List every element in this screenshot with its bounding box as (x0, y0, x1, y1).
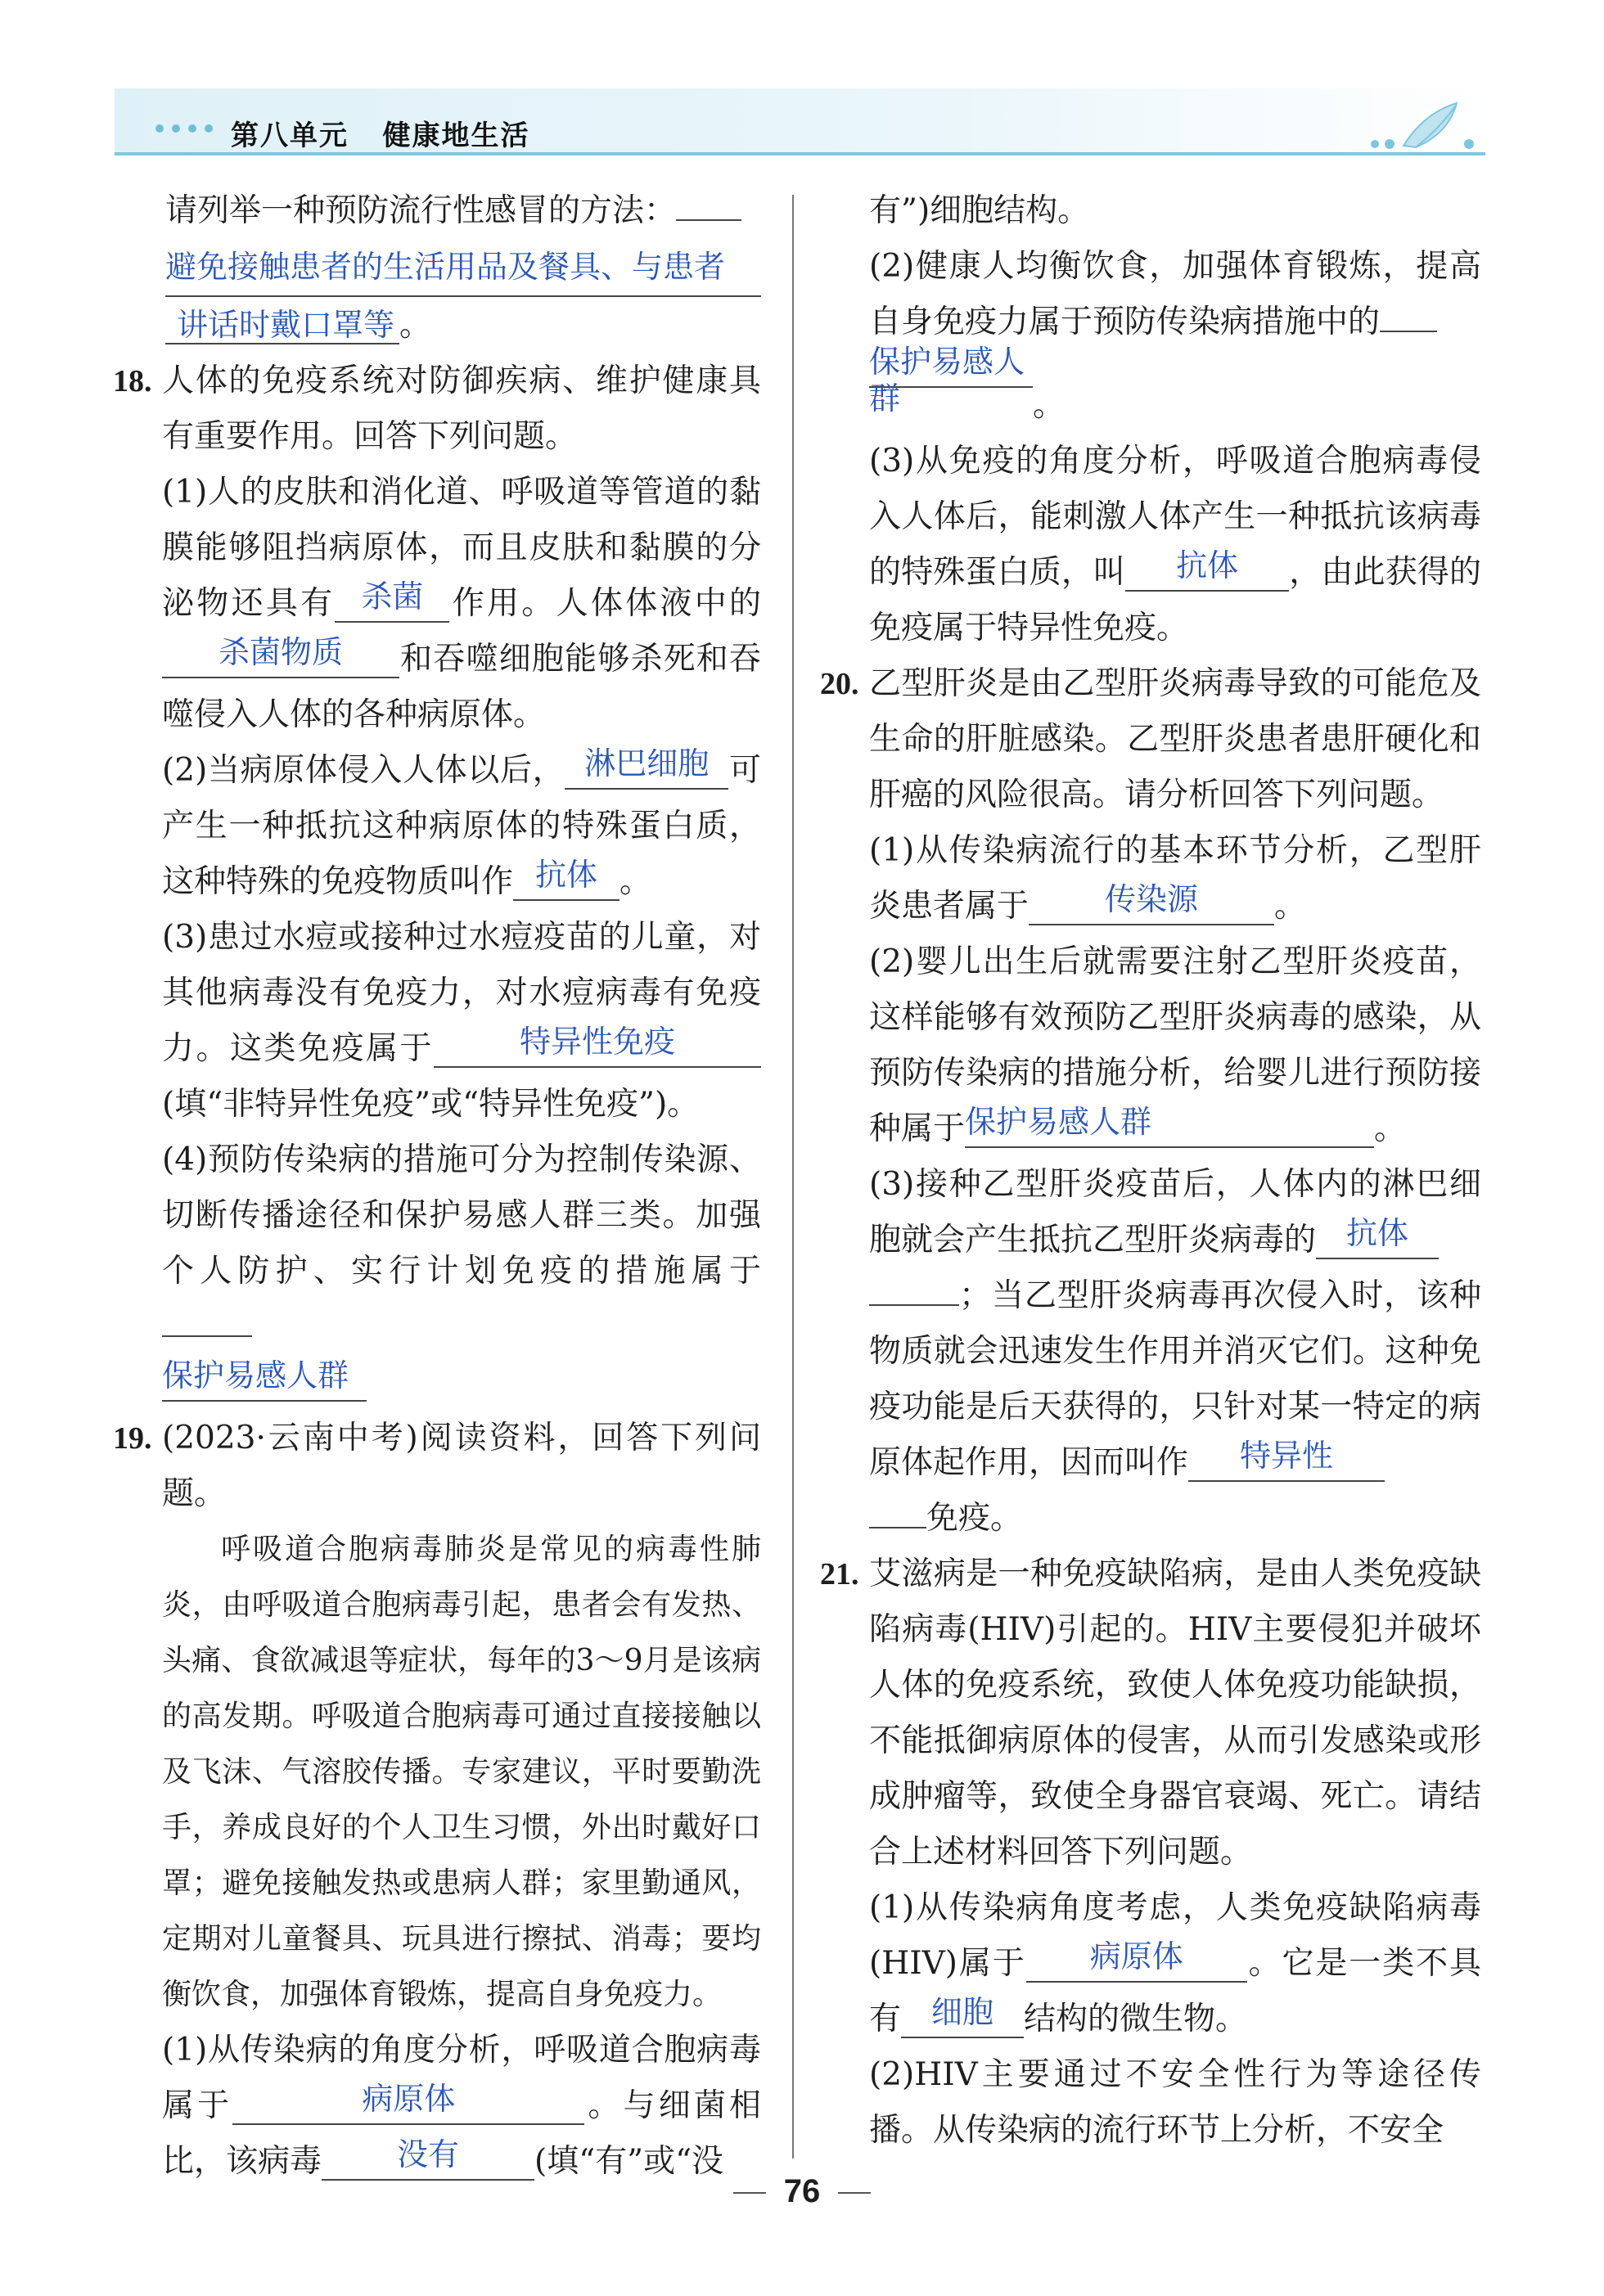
q17-answer-line2[interactable]: 讲话时戴口罩等 。 (165, 297, 761, 353)
q18-intro: 人体的免疫系统对防御疾病、维护健康具有重要作用。回答下列问题。 (162, 362, 761, 455)
q18-4-blank[interactable]: 保护易感人群 (162, 1364, 367, 1402)
q19-1-blank2[interactable]: 没有 (322, 2143, 534, 2181)
q19-part2: (2)健康人均衡饮食，加强体育锻炼，提高自身免疫力属于预防传染病措施中的 保护易感人群 。 (869, 248, 1481, 424)
question-number: 19. (113, 1421, 152, 1456)
q19-intro: (2023·云南中考)阅读资料，回答下列问题。 (162, 1420, 761, 1512)
question-21 (820, 1546, 1481, 2159)
q18-1-blank2[interactable]: 杀菌物质 (162, 641, 399, 678)
q19-passage: 呼吸道合胞病毒肺炎是常见的病毒性肺炎，由呼吸道合胞病毒引起，患者会有发热、头痛、食欲减退等症状，每年的3～9月是该病的高发期。呼吸道合胞病毒可通过直接接触以及飞沫、气溶胶传播。专家建议，平时要勤洗手，养成良好的个人卫生习惯，外出时戴好口罩；避免接触发热或患病人群；家里勤通风，定期对儿童餐具、玩具进行擦拭、消毒；要均衡饮食，加强体育锻炼，提高自身免疫力。 (162, 1533, 761, 2011)
q21-1-blank1[interactable]: 病原体 (1026, 1945, 1247, 1983)
question-number: 18. (113, 364, 152, 398)
q20-intro: 乙型肝炎是由乙型肝炎病毒导致的可能危及生命的肝脏感染。乙型肝炎患者患肝硬化和肝癌的风险很高。请分析回答下列问题。 (869, 665, 1481, 813)
q17-answer-line1[interactable]: 避免接触患者的生活用品及餐具、与患者 (165, 239, 761, 297)
q21-1-blank2[interactable]: 细胞 (901, 2001, 1024, 2038)
q20-part2: (2)婴儿出生后就需要注射乙型肝炎疫苗，这样能够有效预防乙型肝炎病毒的感染，从预防传染病的措施分析，给婴儿进行预防接种属于保护易感人群 。 (869, 943, 1481, 1147)
question-number: 20. (820, 667, 859, 701)
leaf-decoration-icon (1367, 97, 1481, 155)
q19-1-tail: 有”)细胞结构。 (869, 192, 1090, 229)
q18-part1: (1)人的皮肤和消化道、呼吸道等管道的黏膜能够阻挡病原体，而且皮肤和黏膜的分泌物还具有 杀菌 作用。人体体液中的杀菌物质 和吞噬细胞能够杀死和吞噬侵入人体的各种病原体。 (162, 474, 761, 733)
q18-part2: (2)当病原体侵入人体以后， 淋巴细胞 可产生一种抵抗这种病原体的特殊蛋白质，这种特殊的免疫物质叫作 抗体 。 (162, 745, 761, 900)
page-number: 76 (0, 2173, 1604, 2210)
q18-part3: (3)患过水痘或接种过水痘疫苗的儿童，对其他病毒没有免疫力，对水痘病毒有免疫力。这类免疫属于 特异性免疫(填“非特异性免疫”或“特异性免疫”)。 (162, 919, 761, 1123)
q20-3-blank1[interactable]: 抗体 (1316, 1222, 1439, 1259)
q19-part1: (1)从传染病的角度分析，呼吸道合胞病毒属于 病原体 。与细菌相比，该病毒 没有 (填“有”或“没 (162, 2032, 761, 2180)
q20-1-blank[interactable]: 传染源 (1029, 888, 1274, 925)
q18-2-blank1[interactable]: 淋巴细胞 (565, 752, 728, 790)
q17-prompt: 请列举一种预防流行性感冒的方法： (165, 183, 761, 239)
q21-part1: (1)从传染病角度考虑，人类免疫缺陷病毒(HIV)属于 病原体 。它是一类不具有 细胞 结构的微生物。 (869, 1889, 1481, 2037)
q19-2-blank-start[interactable] (1380, 295, 1437, 332)
q21-part2: (2)HIV主要通过不安全性行为等途径传播。从传染病的流行环节上分析，不安全 (869, 2056, 1481, 2149)
q19-continued (827, 183, 1481, 656)
question-19 (113, 1411, 761, 1522)
q18-2-blank2[interactable]: 抗体 (513, 863, 620, 901)
q20-2-blank[interactable]: 保护易感人群 (965, 1110, 1374, 1148)
q19-3-blank[interactable]: 抗体 (1125, 554, 1289, 592)
q18-3-blank[interactable]: 特异性免疫 (434, 1030, 761, 1068)
unit-label: 第八单元 (231, 119, 349, 152)
q20-3-blank2[interactable]: 特异性 (1188, 1444, 1385, 1482)
q18-part4: (4)预防传染病的措施可分为控制传染源、切断传播途径和保护易感人群三类。加强个人防护、实行计划免疫的措施属于 保护易感人群 (162, 1132, 761, 1411)
q19-2-blank[interactable]: 保护易感人群 (869, 350, 1033, 388)
q20-part1: (1)从传染病流行的基本环节分析，乙型肝炎患者属于 传染源 。 (869, 832, 1481, 925)
q20-3-blank2-cont[interactable] (869, 1491, 926, 1528)
unit-topic: 健康地生活 (382, 119, 530, 152)
q20-part3: (3)接种乙型肝炎疫苗后，人体内的淋巴细胞就会产生抵抗乙型肝炎病毒的 抗体 ；当乙型肝炎病毒再次侵入时，该种物质就会迅速发生作用并消灭它们。这种免疫功能是后天获得的，只针对某一特定的病原体起作用，因而叫作 特异性 免疫。 (869, 1166, 1481, 1537)
q19-part3: (3)从免疫的角度分析，呼吸道合胞病毒侵入人体后，能刺激人体产生一种抵抗该病毒的特殊蛋白质，叫 抗体 ，由此获得的免疫属于特异性免疫。 (869, 443, 1481, 646)
q21-intro: 艾滋病是一种免疫缺陷病，是由人类免疫缺陷病毒(HIV)引起的。HIV主要侵犯并破坏人体的免疫系统，致使人体免疫功能缺损，不能抵御病原体的侵害，从而引发感染或形成肿瘤等，致使全身器官衰竭、死亡。请结合上述材料回答下列问题。 (869, 1555, 1481, 1871)
right-column (820, 183, 1481, 2159)
question-20 (820, 656, 1481, 1546)
q20-3-blank1-cont[interactable] (869, 1268, 959, 1306)
q17-blank-start[interactable] (676, 183, 741, 221)
q17-tail (119, 183, 761, 353)
q18-1-blank1[interactable]: 杀菌 (335, 585, 449, 623)
column-divider (792, 195, 794, 2159)
question-18 (113, 353, 761, 1411)
unit-title (231, 113, 530, 153)
question-number: 21. (820, 1557, 859, 1591)
q18-4-blank-start[interactable] (162, 1299, 252, 1337)
header-dots (155, 124, 213, 133)
q19-1-blank1[interactable]: 病原体 (232, 2087, 584, 2125)
left-column (113, 183, 761, 2190)
